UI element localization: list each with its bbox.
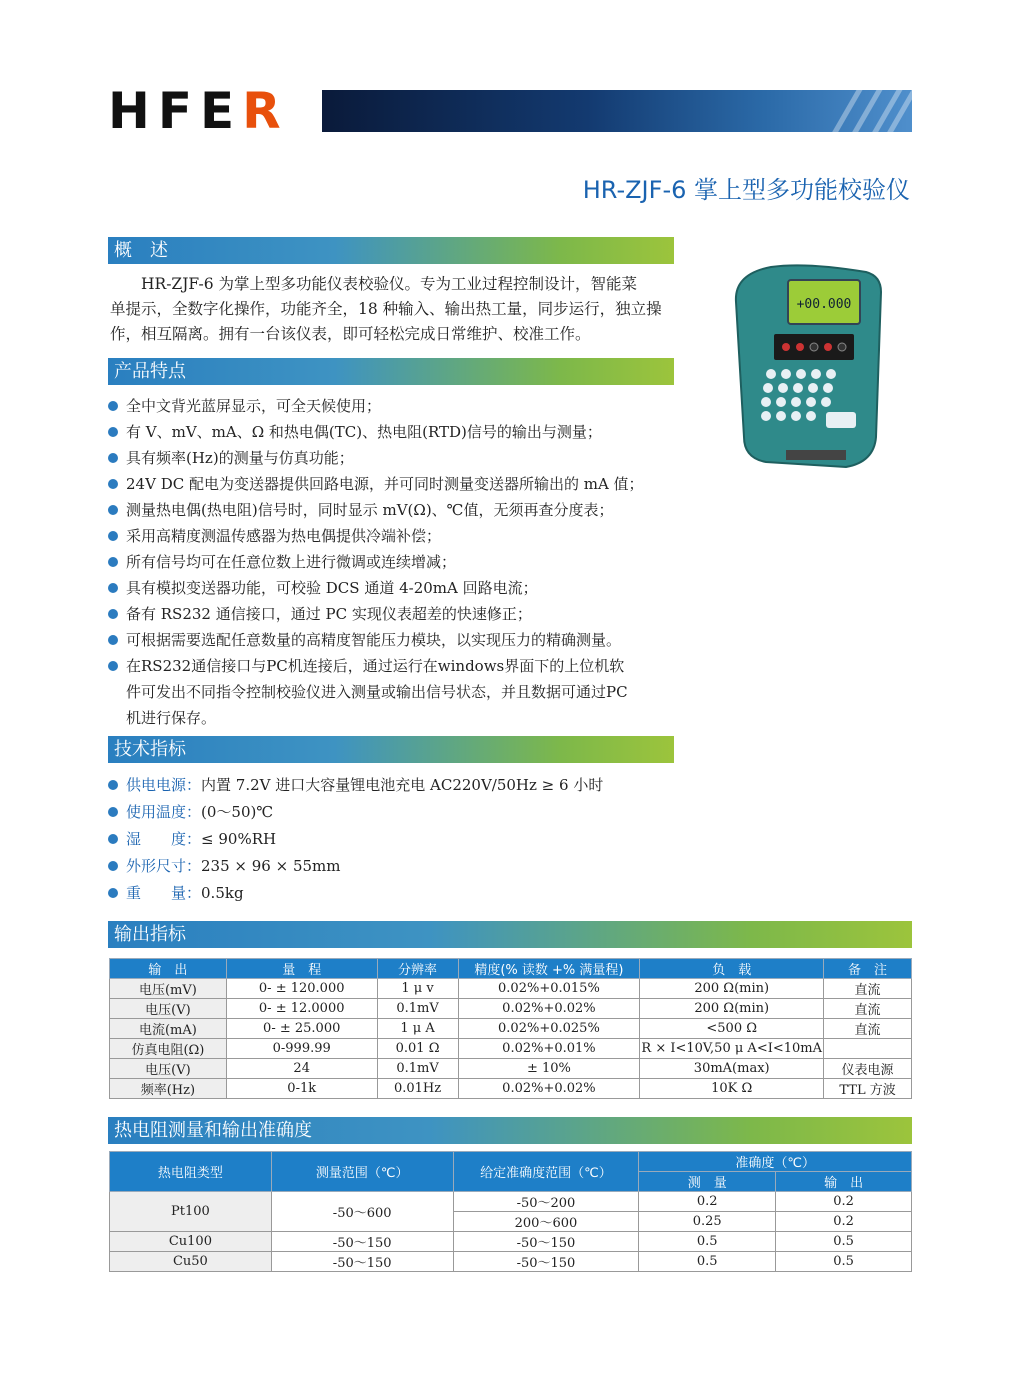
feature-item: 所有信号均可在任意位数上进行微调或连续增减；	[108, 549, 678, 575]
bullet-icon	[108, 609, 118, 619]
bullet-icon	[108, 453, 118, 463]
feature-item: 全中文背光蓝屏显示，可全天候使用；	[108, 393, 678, 419]
table-cell: 0-999.99	[226, 1039, 377, 1059]
section-tech-heading: 技术指标	[108, 736, 674, 763]
logo-letter-f: F	[157, 82, 195, 140]
table-cell: 200～600	[453, 1212, 639, 1232]
table-cell: R × I<10V,50 μ A<I<10mA	[640, 1039, 824, 1059]
bullet-icon	[108, 401, 118, 411]
bullet-icon	[108, 807, 118, 817]
bullet-icon	[108, 505, 118, 515]
table-cell: 0.5	[776, 1252, 912, 1272]
rtd-accuracy-table	[109, 1151, 912, 1272]
column-header: 量 程	[226, 959, 377, 979]
bullet-icon	[108, 427, 118, 437]
column-header: 输 出	[110, 959, 227, 979]
table-cell: 0.1mV	[377, 1059, 458, 1079]
bullet-icon	[108, 531, 118, 541]
logo-letter-h: H	[108, 82, 152, 140]
bullet-icon	[108, 861, 118, 871]
table-cell: 200 Ω(min)	[640, 999, 824, 1019]
feature-item: 可根据需要选配任意数量的高精度智能压力模块，以实现压力的精确测量。	[108, 627, 678, 653]
table-row	[110, 1192, 912, 1212]
logo-letter-e: E	[200, 82, 237, 140]
table-row	[110, 1079, 912, 1099]
brand-logo	[108, 82, 283, 140]
table-cell: 0.02%+0.02%	[458, 1079, 640, 1099]
device-connector	[786, 450, 846, 460]
bullet-icon	[108, 834, 118, 844]
feature-item	[108, 653, 678, 731]
spec-item: 供电电源： 内置 7.2V 进口大容量锂电池充电 AC220V/50Hz ≥ 6 小时	[108, 772, 678, 799]
table-cell: 电流(mA)	[110, 1019, 227, 1039]
features-list	[108, 393, 678, 731]
table-cell: 0- ± 120.000	[226, 979, 377, 999]
header-banner	[322, 90, 912, 132]
table-cell: 0.02%+0.015%	[458, 979, 640, 999]
table-cell: -50～200	[453, 1192, 639, 1212]
feature-item: 24V DC 配电为变送器提供回路电源，并可同时测量变送器所输出的 mA 值；	[108, 471, 678, 497]
table-cell: 0.02%+0.02%	[458, 999, 640, 1019]
column-header: 输 出	[776, 1172, 912, 1192]
column-header: 测 量	[639, 1172, 776, 1192]
table-cell: 电压(V)	[110, 999, 227, 1019]
table-cell: 0.5	[639, 1232, 776, 1252]
table-cell: 0.1mV	[377, 999, 458, 1019]
table-cell: -50～150	[453, 1232, 639, 1252]
feature-item: 有 V、mV、mA、Ω 和热电偶(TC)、热电阻(RTD)信号的输出与测量；	[108, 419, 678, 445]
table-cell: 0.2	[776, 1192, 912, 1212]
table-cell: 电压(mV)	[110, 979, 227, 999]
table-cell: 0.5	[639, 1252, 776, 1272]
table-row	[110, 979, 912, 999]
column-header: 热电阻类型	[110, 1152, 272, 1192]
bullet-icon	[108, 479, 118, 489]
tech-specs-list	[108, 772, 678, 907]
table-cell: 1 μ v	[377, 979, 458, 999]
table-cell: -50～150	[271, 1252, 453, 1272]
table-cell: 10K Ω	[640, 1079, 824, 1099]
feature-item: 采用高精度测温传感器为热电偶提供冷端补偿；	[108, 523, 678, 549]
table-cell: 30mA(max)	[640, 1059, 824, 1079]
feature-item-line: 件可发出不同指令控制校验仪进入测量或输出信号状态，并且数据可通过PC	[126, 683, 628, 701]
spec-item: 重 量： 0.5kg	[108, 880, 678, 907]
table-row	[110, 1252, 912, 1272]
section-features-heading: 产品特点	[108, 358, 674, 385]
bullet-icon	[108, 635, 118, 645]
table-cell: -50～600	[271, 1192, 453, 1232]
table-cell: 直流	[824, 979, 912, 999]
feature-item: 测量热电偶(热电阻)信号时，同时显示 mV(Ω)、℃值，无须再查分度表；	[108, 497, 678, 523]
device-illustration	[726, 262, 886, 472]
column-header: 给定准确度范围（℃）	[453, 1152, 639, 1192]
table-cell	[824, 1039, 912, 1059]
table-cell: 0-1k	[226, 1079, 377, 1099]
bullet-icon	[108, 888, 118, 898]
table-cell: 24	[226, 1059, 377, 1079]
bullet-icon	[108, 583, 118, 593]
table-cell: 0- ± 25.000	[226, 1019, 377, 1039]
column-header: 测量范围（℃）	[271, 1152, 453, 1192]
column-header: 负 载	[640, 959, 824, 979]
table-cell: 200 Ω(min)	[640, 979, 824, 999]
table-cell: 仿真电阻(Ω)	[110, 1039, 227, 1059]
overview-text	[110, 272, 670, 347]
spec-item: 使用温度： (0～50)℃	[108, 799, 678, 826]
feature-item-line: 机进行保存。	[126, 709, 217, 727]
table-row	[110, 999, 912, 1019]
table-cell: 0- ± 12.0000	[226, 999, 377, 1019]
output-spec-table	[109, 958, 912, 1099]
table-cell: 1 μ A	[377, 1019, 458, 1039]
device-display-text: +00.000	[796, 297, 852, 312]
table-row	[110, 1059, 912, 1079]
spec-item: 外形尺寸： 235 × 96 × 55mm	[108, 853, 678, 880]
table-cell: 0.02%+0.025%	[458, 1019, 640, 1039]
feature-item: 备有 RS232 通信接口，通过 PC 实现仪表超差的快速修正；	[108, 601, 678, 627]
table-cell: 0.5	[776, 1232, 912, 1252]
product-title: HR-ZJF-6 掌上型多功能校验仪	[582, 176, 910, 204]
feature-item: 具有模拟变送器功能，可校验 DCS 通道 4-20mA 回路电流；	[108, 575, 678, 601]
section-output-heading: 输出指标	[108, 921, 912, 948]
table-cell: Cu100	[110, 1232, 272, 1252]
column-header: 分辨率	[377, 959, 458, 979]
table-cell: Cu50	[110, 1252, 272, 1272]
bullet-icon	[108, 780, 118, 790]
table-cell: 直流	[824, 1019, 912, 1039]
table-cell: 电压(V)	[110, 1059, 227, 1079]
spec-item: 湿 度： ≤ 90%RH	[108, 826, 678, 853]
table-cell: TTL 方波	[824, 1079, 912, 1099]
table-cell: -50～150	[271, 1232, 453, 1252]
bullet-icon	[108, 557, 118, 567]
overview-line: 单提示，全数字化操作，功能齐全，18 种输入、输出热工量，同步运行，独立操	[110, 300, 662, 318]
table-row	[110, 1039, 912, 1059]
column-header: 备 注	[824, 959, 912, 979]
table-cell: 仪表电源	[824, 1059, 912, 1079]
table-row	[110, 1019, 912, 1039]
column-header: 精度(% 读数 +% 满量程)	[458, 959, 640, 979]
table-cell: <500 Ω	[640, 1019, 824, 1039]
feature-item: 具有频率(Hz)的测量与仿真功能；	[108, 445, 678, 471]
table-cell: 频率(Hz)	[110, 1079, 227, 1099]
table-cell: Pt100	[110, 1192, 272, 1232]
table-cell: 0.01Hz	[377, 1079, 458, 1099]
overview-line: 作，相互隔离。拥有一台该仪表，即可轻松完成日常维护、校准工作。	[110, 325, 591, 343]
bullet-icon	[108, 661, 118, 671]
device-label-plate	[826, 412, 856, 428]
table-cell: 0.01 Ω	[377, 1039, 458, 1059]
table-cell: 0.25	[639, 1212, 776, 1232]
section-overview-heading: 概 述	[108, 237, 674, 264]
table-header-row	[110, 1152, 912, 1172]
table-cell: 直流	[824, 999, 912, 1019]
overview-line: HR-ZJF-6 为掌上型多功能仪表校验仪。专为工业过程控制设计，智能菜	[110, 275, 637, 293]
feature-item-line: 在RS232通信接口与PC机连接后，通过运行在windows界面下的上位机软	[126, 657, 625, 675]
table-cell: ± 10%	[458, 1059, 640, 1079]
table-cell: 0.02%+0.01%	[458, 1039, 640, 1059]
table-cell: -50～150	[453, 1252, 639, 1272]
column-header: 准确度（℃）	[639, 1152, 912, 1172]
table-cell: 0.2	[639, 1192, 776, 1212]
table-row	[110, 1232, 912, 1252]
section-rtd-heading: 热电阻测量和输出准确度	[108, 1117, 912, 1144]
table-header-row	[110, 959, 912, 979]
logo-letter-r: R	[242, 82, 283, 140]
table-cell: 0.2	[776, 1212, 912, 1232]
